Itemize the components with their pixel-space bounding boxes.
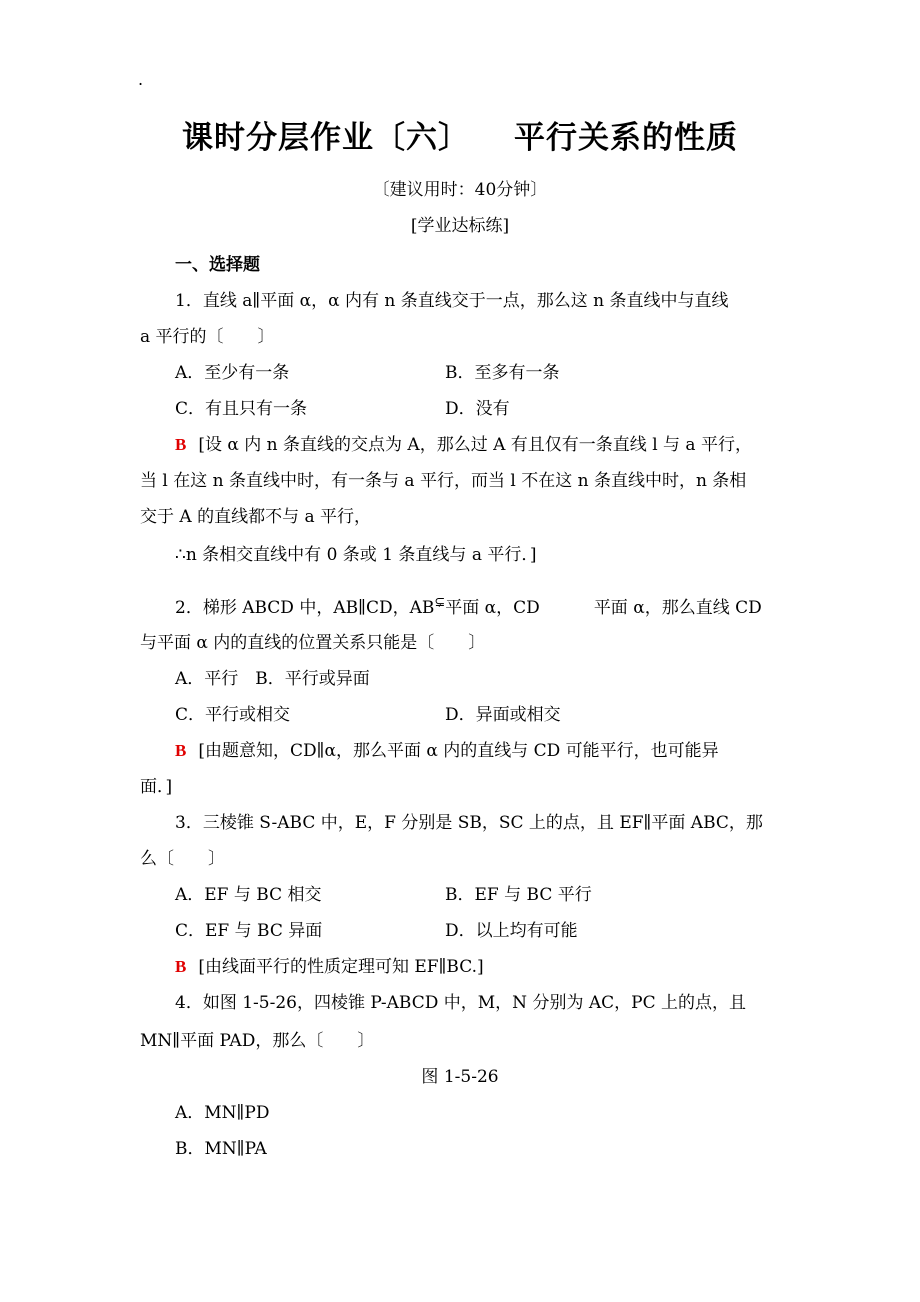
q3-option-d: D．以上均有可能: [445, 921, 578, 941]
q4-stem-line1: 4．如图 1-5-26，四棱锥 P-ABCD 中，M，N 分别为 AC，PC 上的点，且: [175, 993, 746, 1013]
q2-option-ab: A．平行 B．平行或异面: [175, 669, 370, 689]
q1-stem-line1: 1．直线 a∥平面 α，α 内有 n 条直线交于一点，那么这 n 条直线中与直线: [175, 291, 729, 311]
q3-option-c: C．EF 与 BC 异面: [175, 921, 323, 941]
title-main: 课时分层作业〔六〕: [182, 120, 470, 156]
q2-option-d: D．异面或相交: [445, 705, 561, 725]
q3-stem-line2: 么〔 〕: [140, 849, 225, 869]
q2-stem-part-b: 平面 α，CD: [445, 598, 540, 618]
q1-option-a: A．至少有一条: [175, 363, 290, 383]
q4-stem-line2: MN∥平面 PAD，那么〔 〕: [140, 1031, 375, 1051]
q2-stem-part-a: 2．梯形 ABCD 中，AB∥CD，AB: [175, 598, 435, 618]
page-title: [0, 112, 920, 157]
q3-explanation-line1: [175, 956, 484, 978]
q2-answer-badge: B: [175, 741, 187, 760]
q4-option-a: A．MN∥PD: [175, 1103, 270, 1123]
q3-expl-text1: [由线面平行的性质定理可知 EF∥BC.]: [198, 957, 484, 977]
q2-explanation-line1: [175, 740, 719, 762]
q1-explanation-line3: 交于 A 的直线都不与 a 平行，: [140, 507, 372, 527]
page-dot: .: [138, 70, 144, 89]
q1-stem-line2: a 平行的〔 〕: [140, 327, 275, 347]
q2-stem-part-c: 平面 α，那么直线 CD: [593, 598, 762, 618]
q1-answer-badge: B: [175, 435, 187, 454]
q1-expl-text1: [设 α 内 n 条直线的交点为 A，那么过 A 有且仅有一条直线 l 与 a 平行，: [198, 435, 752, 455]
part-heading: 一、选择题: [175, 255, 260, 275]
q2-option-c: C．平行或相交: [175, 705, 291, 725]
q1-explanation-line1: [175, 434, 752, 456]
section-label: [学业达标练]: [410, 216, 510, 236]
q1-explanation-line4: ∴n 条相交直线中有 0 条或 1 条直线与 a 平行．]: [175, 545, 537, 565]
q1-option-c: C．有且只有一条: [175, 399, 308, 419]
title-sub: 平行关系的性质: [514, 120, 738, 156]
q3-option-b: B．EF 与 BC 平行: [445, 885, 592, 905]
q4-option-b: B．MN∥PA: [175, 1139, 267, 1159]
q2-subset-symbol: ⊊: [434, 595, 446, 610]
q2-explanation-line2: 面．]: [140, 777, 173, 797]
q1-explanation-line2: 当 l 在这 n 条直线中时，有一条与 a 平行，而当 l 不在这 n 条直线中时，n 条相: [140, 471, 747, 491]
q1-option-b: B．至多有一条: [445, 363, 560, 383]
q2-stem-line2: 与平面 α 内的直线的位置关系只能是〔 〕: [140, 633, 486, 653]
q2-expl-text1: [由题意知，CD∥α，那么平面 α 内的直线与 CD 可能平行，也可能异: [198, 741, 719, 761]
q2-stem-line1: [175, 597, 762, 621]
q3-option-a: A．EF 与 BC 相交: [175, 885, 322, 905]
time-note: 〔建议用时：40分钟〕: [372, 180, 548, 200]
q3-answer-badge: B: [175, 957, 187, 976]
q1-option-d: D．没有: [445, 399, 510, 419]
q3-stem-line1: 3．三棱锥 S-ABC 中，E，F 分别是 SB，SC 上的点，且 EF∥平面 ABC，那: [175, 813, 763, 833]
q4-figure-caption: 图 1-5-26: [421, 1067, 499, 1087]
